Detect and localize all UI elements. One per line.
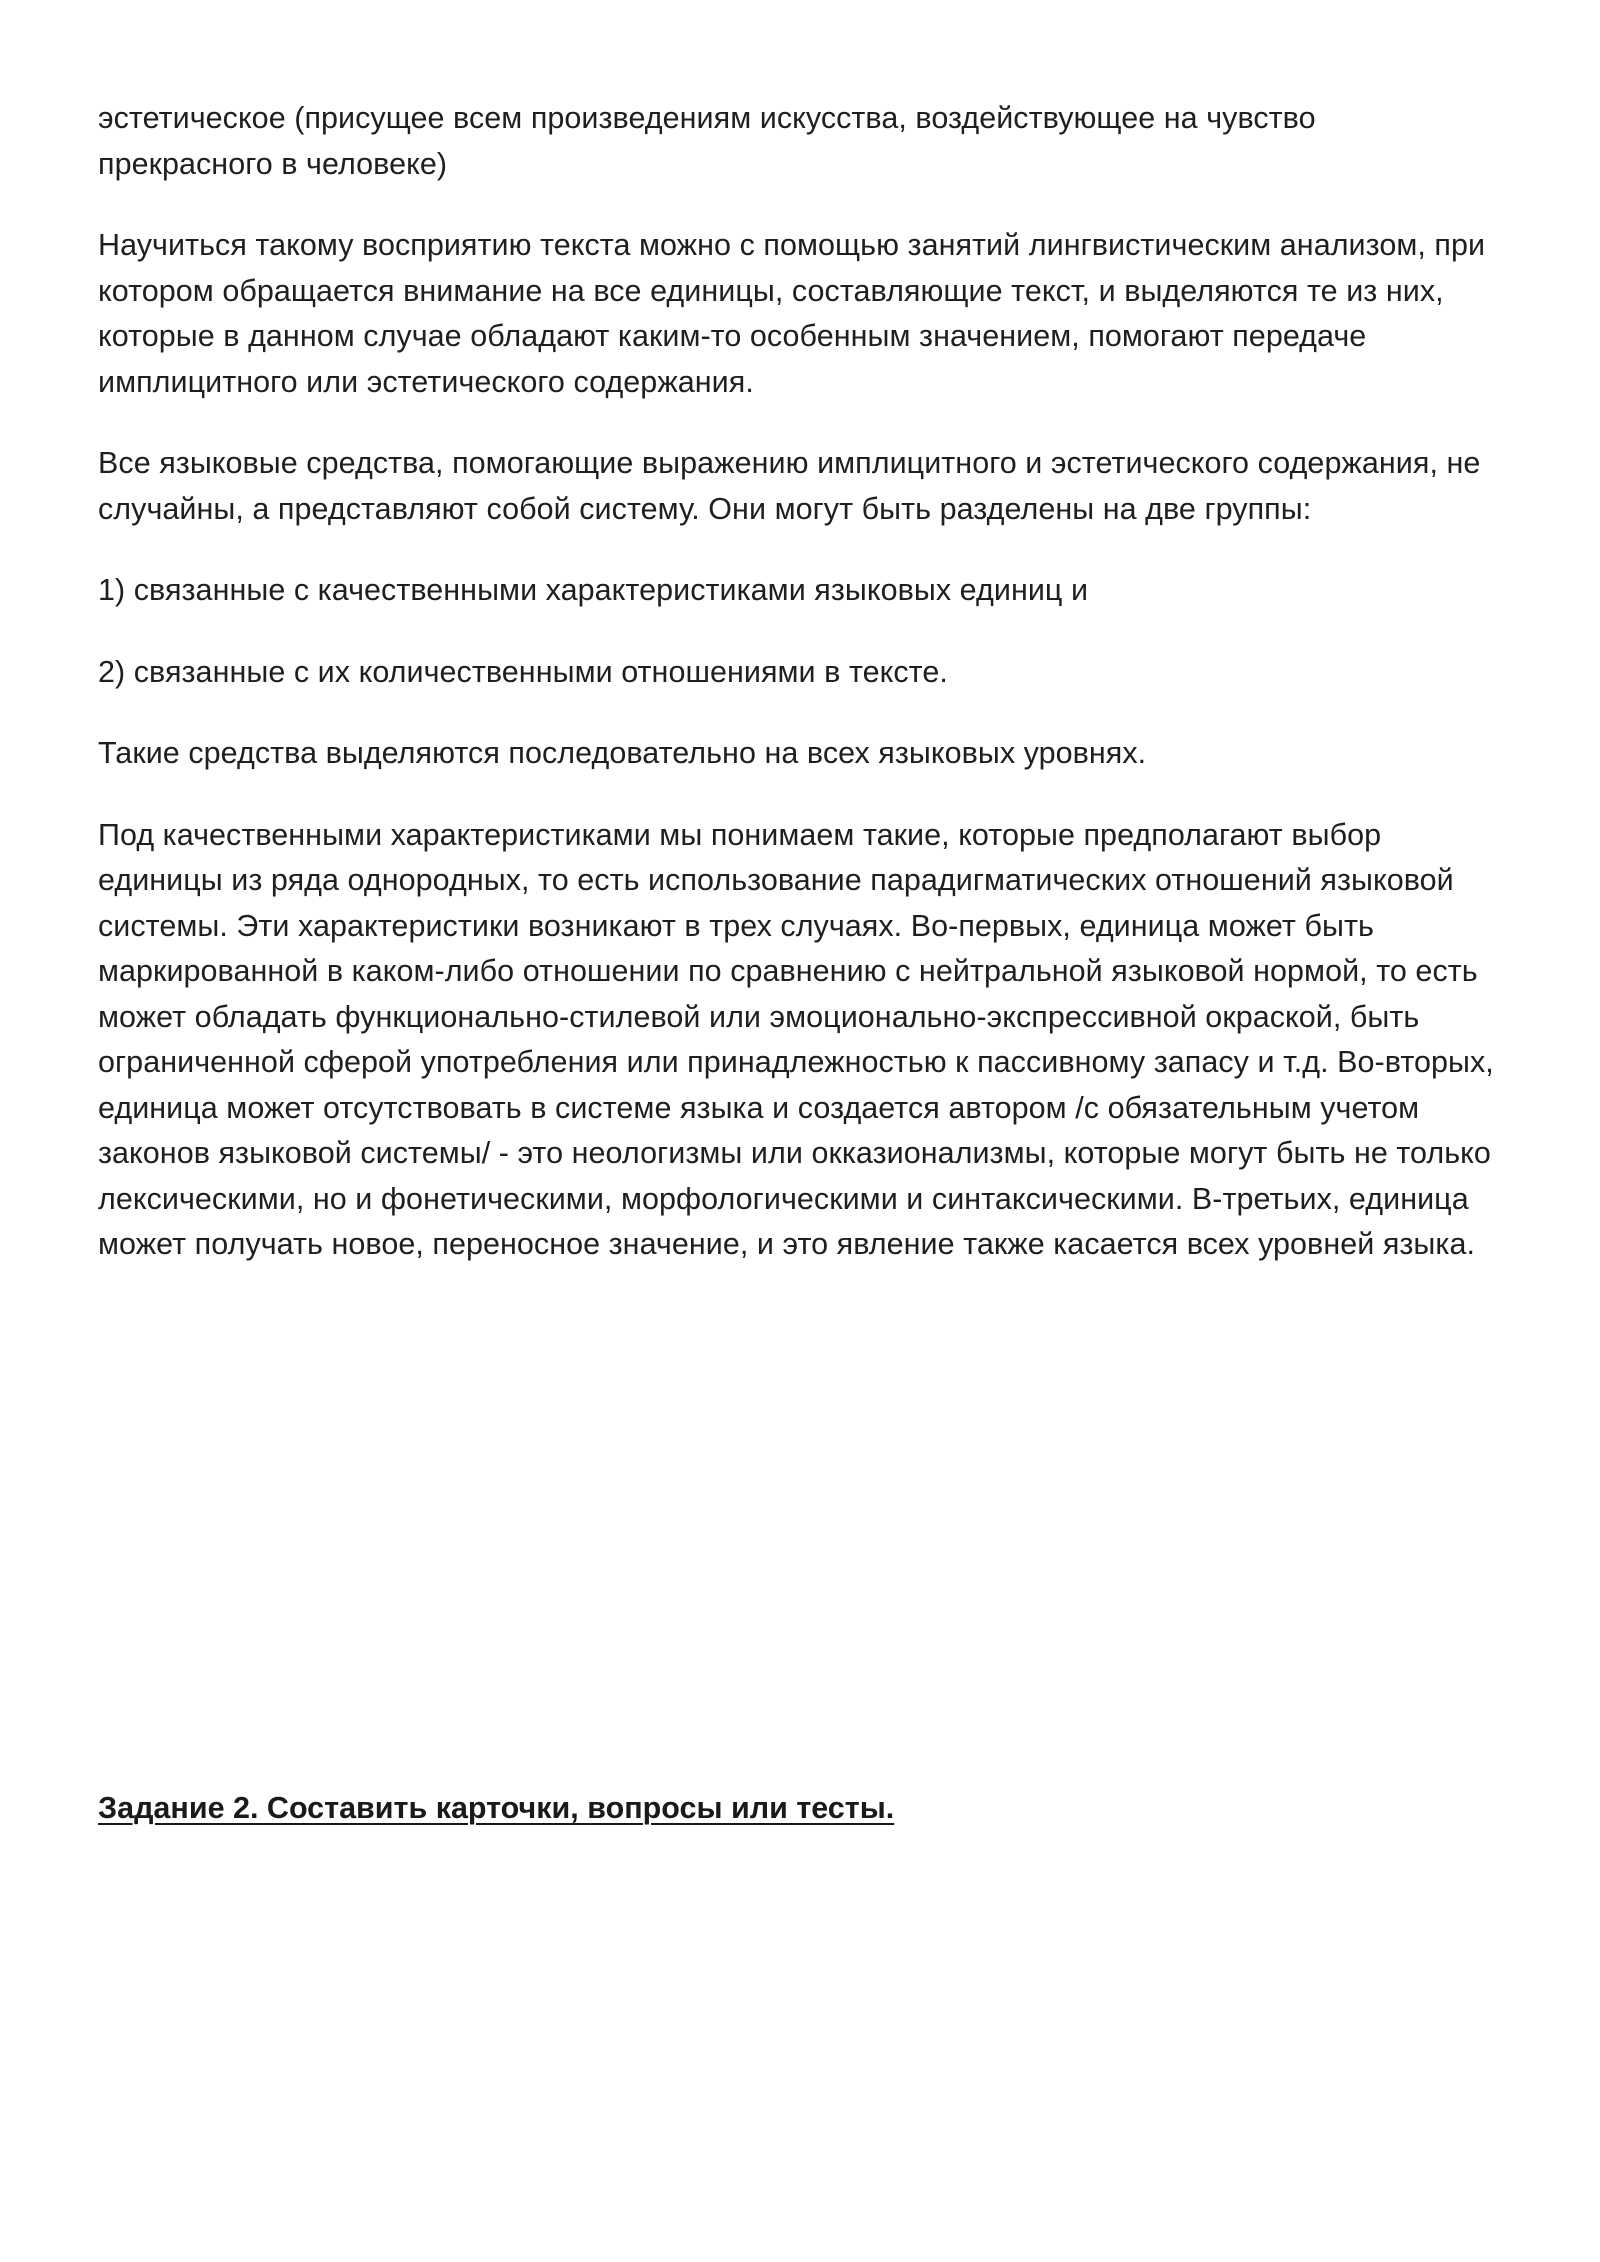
list-item-qualitative: 1) связанные с качественными характеристиками языковых единиц и: [98, 573, 1089, 607]
paragraph-linguistic-analysis: Научиться такому восприятию текста можно с помощью занятий лингвистическим анализом, при котором обращается внимание на все единицы, составляющие текст, и выделяются те из них, которые в данном случае обладают каким-то особенным значением, помогают передаче имплицитного или эстетического содержания.: [98, 228, 1486, 399]
document-body: [98, 96, 1498, 1304]
paragraph-language-means: Все языковые средства, помогающие выражению имплицитного и эстетического содержания, не случайны, а представляют собой систему. Они могут быть разделены на две группы:: [98, 446, 1481, 526]
paragraph-qualitative-characteristics: Под качественными характеристиками мы понимаем такие, которые предполагают выбор единицы из ряда однородных, то есть использование парадигматических отношений языковой системы. Эти характеристики возникают в трех случаях. Во-первых, единица может быть маркированной в каком-либо отношении по сравнению с нейтральной языковой нормой, то есть может обладать функционально-стилевой или эмоционально-экспрессивной окраской, быть ограниченной сферой употребления или принадлежностью к пассивному запасу и т.д. Во-вторых, единица может отсутствовать в системе языка и создается автором /с обязательным учетом законов языковой системы/ - это неологизмы или окказионализмы, которые могут быть не только лексическими, но и фонетическими, морфологическими и синтаксическими. В-третьих, единица может получать новое, переносное значение, и это явление также касается всех уровней языка.: [98, 817, 1494, 1261]
list-item-quantitative: 2) связанные с их количественными отношениями в тексте.: [98, 654, 948, 689]
paragraph-language-levels: Такие средства выделяются последовательно на всех языковых уровнях.: [98, 736, 1147, 770]
task-heading: Задание 2. Составить карточки, вопросы или тесты.: [98, 1791, 895, 1825]
paragraph-aesthetic-definition: эстетическое (присущее всем произведениям искусства, воздействующее на чувство прекрасного в человеке): [98, 101, 1316, 181]
